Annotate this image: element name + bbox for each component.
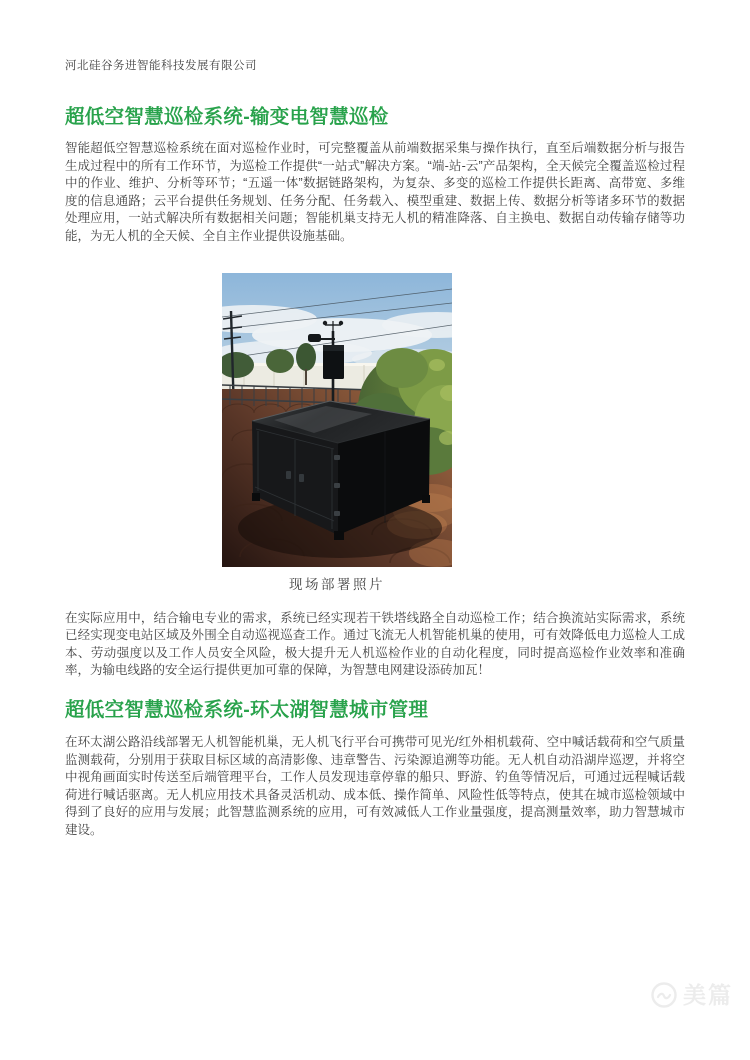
section-heading-power-grid: 超低空智慧巡检系统-输变电智慧巡检 — [65, 106, 389, 128]
deployment-photo-figure — [222, 273, 452, 593]
section-heading-taihu: 超低空智慧巡检系统-环太湖智慧城市管理 — [65, 698, 429, 721]
meipian-watermark — [650, 981, 733, 1009]
paragraph-taihu: 在环太湖公路沿线部署无人机智能机巢，无人机飞行平台可携带可见光/红外相机载荷、空中喊话载荷和空气质量监测载荷，分别用于获取目标区域的高清影像、违章警告、污染源追溯等功能。无人机自动沿湖岸巡逻，并将空中视角画面实时传送至后端管理平台，工作人员发现违章停靠的船只、野游、钓鱼等情况后，可通过远程喊话载荷进行喊话驱离。无人机应用技术具备灵活机动、成本低、操作简单、风险性低等特点，使其在城市巡检领域中得到了良好的应用与发展；此智慧监测系统的应用，可有效减低人工作业量强度，提高测量效率，助力智慧城市建设。 — [65, 734, 685, 837]
meipian-brand-text: 美篇 — [683, 982, 733, 1008]
drone-nest-box — [238, 401, 442, 558]
company-name: 河北硅谷务进智能科技发展有限公司 — [65, 60, 257, 72]
deployment-photo-graphic — [222, 273, 452, 567]
paragraph-power-application: 在实际应用中，结合输电专业的需求，系统已经实现若干铁塔线路全自动巡检工作；结合换流站实际需求，系统已经实现变电站区域及外围全自动巡视巡查工作。通过飞流无人机智能机巢的使用，可有效降低电力巡检人工成本、劳动强度以及工作人员安全风险，极大提升无人机巡检作业的自动化程度，同时提高巡检作业效率和准确率，为输电线路的安全运行提供更加可靠的保障，为智慧电网建设添砖加瓦！ — [65, 610, 685, 678]
photo-caption: 现场部署照片 — [289, 576, 385, 592]
paragraph-system-intro: 智能超低空智慧巡检系统在面对巡检作业时，可完整覆盖从前端数据采集与操作执行，直至后端数据分析与报告生成过程中的所有工作环节，为巡检工作提供“一站式”解决方案。“端-站-云”产品架构，全天候完全覆盖巡检过程中的作业、维护、分析等环节；“五遥一体”数据链路架构，为复杂、多变的巡检工作提供长距离、高带宽、多维度的信息通路；云平台提供任务规划、任务分配、任务载入、模型重建、数据上传、数据分析等诸多环节的数据处理应用，一站式解决所有数据相关问题；智能机巢支持无人机的精准降落、自主换电、数据自动传输存储等功能，为无人机的全天候、全自主作业提供设施基础。 — [65, 141, 685, 243]
meipian-logo-icon — [650, 981, 678, 1009]
deployment-photo — [222, 273, 452, 567]
